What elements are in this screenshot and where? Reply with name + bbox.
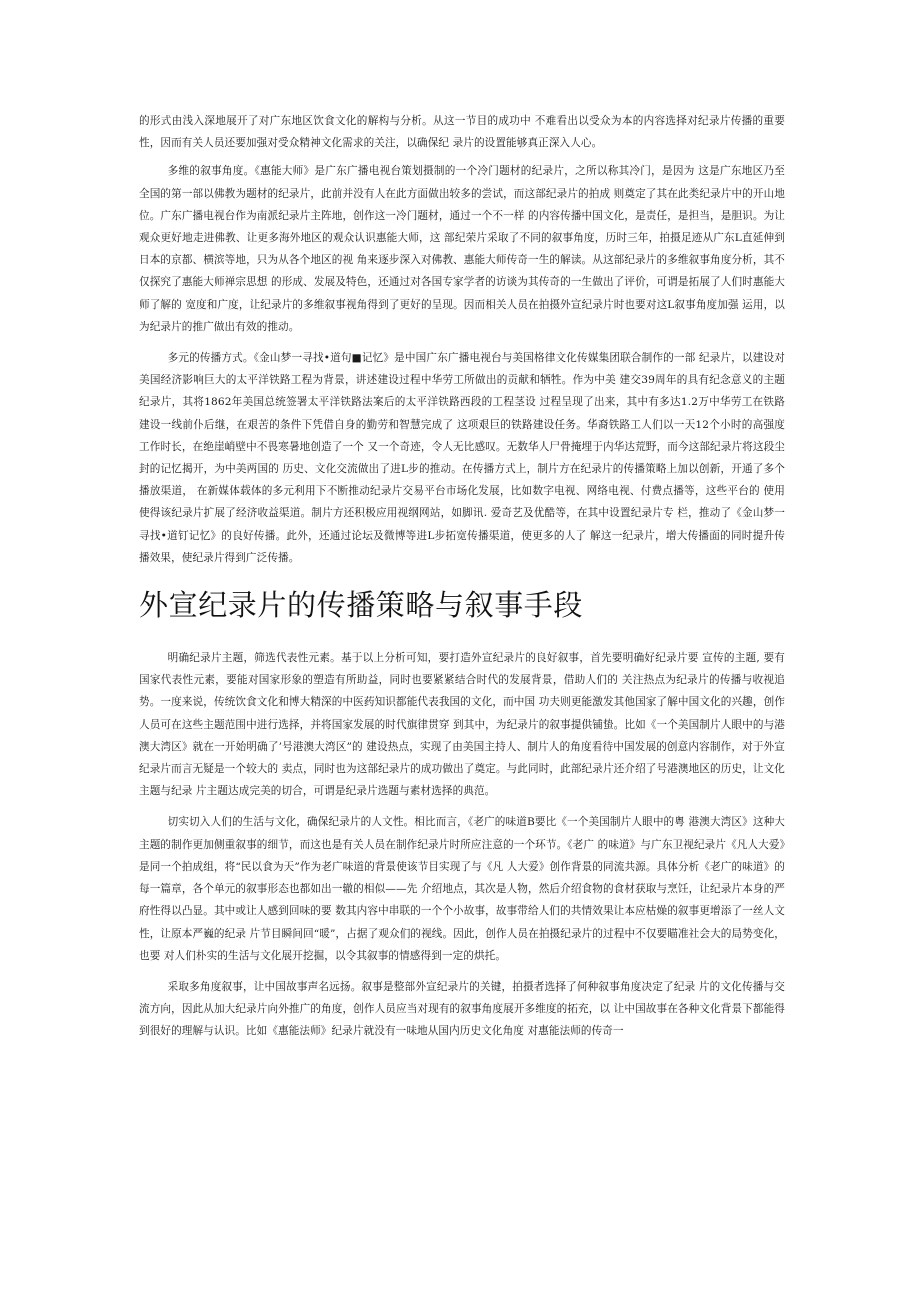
document-body <box>139 110 785 1052</box>
section-heading: 外宣纪录片的传播策略与叙事手段 <box>139 588 584 623</box>
paragraph-multi-angle: 采取多角度叙事，让中国故事声名远扬。叙事是整部外宣纪录片的关键，拍摄者选择了何种叙事角度决定了纪录 片的文化传播与交流方向，因此从加大纪录片向外推广的角度，创作人员应当对现有的叙事角度展开多维度的拓充，以 让中国故事在各种文化背景下都能得到很好的理解与认识。比如《惠能法师》纪录片就没有一味地从国内历史文化角度 对惠能法师的传奇一 <box>139 980 785 1038</box>
paragraph-continuation: 的形式由浅入深地展开了对广东地区饮食文化的解构与分析。从这一节目的成功中 不难看出以受众为本的内容选择对纪录片传播的重要性，因而有关人员还要加强对受众精神文化需求的关注，以确保纪 录片的设置能够真正深入人心。 <box>139 115 785 150</box>
paragraph-communication-methods: 多元的传播方式。《金山梦一寻找•道句■记忆》是中国广东广播电视台与美国格律文化传媒集团联合制作的一部 纪录片，以建设对美国经济影响巨大的太平洋铁路工程为背景，讲述建设过程中华劳工所做出的贡献和牺牲。作为中美 建交39周年的具有纪念意义的主题纪录片，其将1862年美国总统签署太平洋铁路法案后的太平洋铁路西段的工程茎设 过程呈现了出来，其中有多达1.2万中华劳工在铁路建设一线前仆后继，在艰苦的条件下凭借自身的勤劳和智慧完成了 这项艰巨的铁路建设任务。华裔铁路工人们以一天12个小时的高强度工作时长，在绝崖峭壁中不畏寒暑地创造了一个 又一个奇迹，令人无比感叹。无数华人尸骨掩埋于内华达荒野，而今这部纪录片将这段尘封的记忆揭开，为中美两国的 历史、文化交流做出了进L步的推动。在传播方式上，制片方在纪录片的传播策略上加以创新，开通了多个播放渠道， 在新媒体载体的多元利用下不断推动纪录片交易平台市场化发展，比如数字电视、网络电视、付费点播等，这些平台的 使用使得该纪录片扩展了经济收益渠道。制片方还积极应用视纲网站，如脚讯. 爱奇艺及优酷等，在其中设置纪录片专 栏，推动了《金山梦一寻找•道钉记忆》的良好传播。此外，还通过论坛及微博等进L步拓宽传播渠道，使更多的人了 解这一纪录片，增大传播面的同时提升传播效果，使纪录片得到广泛传播。 <box>139 352 785 564</box>
paragraph-life-culture: 切实切入人们的生活与文化，确保纪录片的人文性。相比而言，《老广的味道B要比《一个美国制片人眼中的粤 港澳大湾区》这种大主题的制作更加侧重叙事的细节，而这也是有关人员在制作纪录片时所应注意的一个环节。《老广 的味道》与广东卫视纪录片《凡人大爱》是同一个拍成组，将“民以食为天”作为老广味道的背景使该节目实现了与《凡 人大爱》创作背景的同流共源。具体分析《老广的味道》的每一篇章，各个单元的叙事形态也都如出一辙的相似——先 介绍地点，其次是人物，然后介绍食物的食材获取与烹饪，让纪录片本身的严府性得以凸显。其中或让人感到回味的要 数其内容中串联的一个个小故事，故事带给人们的共情效果让本应枯燥的叙事更增添了一丝人文性，让原本严巍的纪录 片节目瞬间回“暖”，占据了观众们的视线。因此，创作人员在拍摄纪录片的过程中不仅要瞄准社会大的局势变化，也要 对人们朴实的生活与文化展开挖掘，以令其叙事的情感得到一定的烘托。 <box>139 816 785 962</box>
paragraph-theme-selection: 明确纪录片主题，筛选代表性元素。基于以上分析可知，要打造外宣纪录片的良好叙事，首先要明确好纪录片要 宣传的主题, 要有国家代表性元素，要能对国家形象的塑造有所助益，同时也要紧紧结合时代的发展背景，借助人们的 关注热点为纪录片的传播与收视追势。一度来说，传统饮食文化和博大精深的中医药知识都能代表我国的文化，而中国 功夫则更能激发其他国家了解中国文化的兴趣，创作人员可在这些主题范围中进行选择，并将国家发展的时代旗律贯穿 到其中，为纪录片的叙事提供铺蛰。比如《一个美国制片人眼中的与港澳大湾区》就在一开始明确了’号港澳大湾区”的 建设热点，实现了由美国主持人、制片人的角度看待中国发展的创意内容制作，对于外宣纪录片而言无疑是一个较大的 卖点，同时也为这部纪录片的成功做出了奠定。与此同时，此部纪录片还介绍了号港澳地区的历史，让文化主题与纪录 片主题达成完美的切合，可谓是纪录片选题与素材选择的典范。 <box>139 652 785 798</box>
paragraph-narrative-angle: 多维的叙事角度。《惠能大师》是广东广播电视台策划摄制的一个冷门题材的纪录片，之所以称其冷门，是因为 这是广东地区乃至全国的第一部以佛教为题材的纪录片，此前并没有人在此方面做出较多的尝试，而这部纪录片的拍成 则奠定了其在此类纪录片中的开山地位。广东广播电视台作为南派纪录片主阵地，创作这一冷门题材，通过一个不一样 的内容传播中国文化，是责任，是担当，是胆识。为让观众更好地走进佛教、让更多海外地区的观众认识惠能大师，这 部纪荣片采取了不同的叙事角度，历时三年，拍摄足迹从广东L直延伸到日本的京都、横滨等地，只为从各个地区的视 角来逐步深入对佛教、惠能大师传奇一生的解读。从这部纪录片的多维叙事角度分析，其不仅探究了惠能大师禅宗思想 的形成、发展及特色，还通过对各国专家学者的访谈为其传奇的一生做出了评价，可谓是拓展了人们时惠能大师了解的 宽度和广度，让纪录片的多维叙事视角得到了更好的呈现。因而相关人员在拍摄外宣纪录片时也要对这L叙事角度加强 运用，以为纪录片的推广做出有效的推动。 <box>139 165 785 333</box>
